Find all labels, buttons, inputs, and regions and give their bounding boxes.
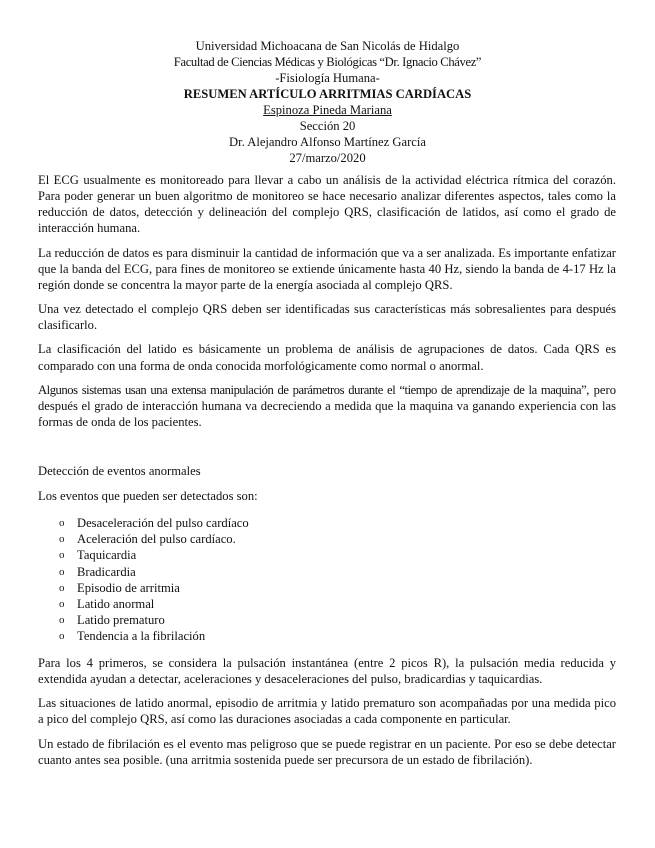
list-item: o Latido prematuro xyxy=(59,612,165,627)
events-intro: Los eventos que pueden ser detectados son: xyxy=(38,489,258,504)
list-item: o Tendencia a la fibrilación xyxy=(59,628,206,643)
teacher-name: Dr. Alejandro Alfonso Martínez García xyxy=(229,135,426,149)
bullet-marker: o xyxy=(59,549,65,562)
list-item: o Taquicardia xyxy=(59,548,137,563)
paragraph-first-four-events: Para los 4 primeros, se considera la pulsación instantánea (entre 2 picos R), la pulsación media reducida y extendida ayudan a detectar, aceleraciones y desaceleraciones del pulso, bradicardias y taquicardias. xyxy=(38,656,616,687)
list-item: o Aceleración del pulso cardíaco. xyxy=(59,532,236,547)
bullet-marker: o xyxy=(59,565,65,578)
bullet-marker: o xyxy=(59,613,65,626)
bullet-marker: o xyxy=(59,517,65,530)
bullet-marker: o xyxy=(59,629,65,642)
paragraph-fibrillation: Un estado de fibrilación es el evento mas peligroso que se puede registrar en un paciente. Por eso se debe detectar cuanto antes sea posible. (una arritmia sostenida puede ser precursora de un estado de fibrilación). xyxy=(38,736,616,767)
list-item: o Episodio de arritmia xyxy=(59,580,180,595)
list-item: o Latido anormal xyxy=(59,596,155,611)
document-title: RESUMEN ARTÍCULO ARRITMIAS CARDÍACAS xyxy=(183,87,472,101)
document-body xyxy=(38,172,616,776)
paragraph-data-reduction: La reducción de datos es para disminuir la cantidad de información que va a ser analizada. Es importante enfatizar que la banda del ECG, para fines de monitoreo se extiende únicamente hasta 40 Hz, siendo la banda de 4-17 Hz la región donde se concentra la mayor parte de la energía asociada al complejo QRS. xyxy=(38,245,616,292)
course-name: -Fisiología Humana- xyxy=(275,71,380,85)
paragraph-ecg-intro: El ECG usualmente es monitoreado para llevar a cabo un análisis de la actividad eléctrica rítmica del corazón. Para poder generar un buen algoritmo de monitoreo se hace necesario analizar diferentes aspectos, tales como la reducción de datos, detección y delineación del complejo QRS, clasificación de latidos, así como el grado de interacción humana. xyxy=(38,173,616,236)
paragraph-machine-learning xyxy=(38,382,616,430)
bullet-marker: o xyxy=(59,597,65,610)
document-date: 27/marzo/2020 xyxy=(289,151,366,165)
author-name: Espinoza Pineda Mariana xyxy=(263,103,392,117)
university-name: Universidad Michoacana de San Nicolás de Hidalgo xyxy=(195,39,460,53)
list-item: o Desaceleración del pulso cardíaco xyxy=(59,516,249,531)
paragraph-beat-classification: La clasificación del latido es básicamente un problema de análisis de agrupaciones de datos. Cada QRS es comparado con una forma de onda conocida morfológicamente como normal o anormal. xyxy=(38,342,616,373)
paragraph-machine-learning-line-2: pero después el grado de interacción humana va decreciendo a medida que la maquina va ganando experiencia con las formas de onda de los pacientes. xyxy=(38,382,616,429)
bullet-marker: o xyxy=(59,581,65,594)
faculty-name: Facultad de Ciencias Médicas y Biológicas “Dr. Ignacio Chávez” xyxy=(173,55,482,69)
paragraph-qrs-detection: Una vez detectado el complejo QRS deben ser identificadas sus características más sobresalientes para después clasificarlo. xyxy=(38,302,616,333)
section-title-abnormal-events: Detección de eventos anormales xyxy=(38,464,201,479)
document-header xyxy=(0,38,655,166)
paragraph-qrs-measurements: Las situaciones de latido anormal, episodio de arritmia y latido prematuro son acompañadas por una medida pico a pico del complejo QRS, así como las duraciones asociadas a cada componente en particular. xyxy=(38,696,616,727)
events-list xyxy=(38,515,616,644)
list-item: o Bradicardia xyxy=(59,564,136,579)
paragraph-machine-learning-line-1: Algunos sistemas usan una extensa manipulación de parámetros durante el “tiempo de aprendizaje de la maquina”, xyxy=(38,382,589,397)
bullet-marker: o xyxy=(59,533,65,546)
section-label: Sección 20 xyxy=(299,119,356,133)
